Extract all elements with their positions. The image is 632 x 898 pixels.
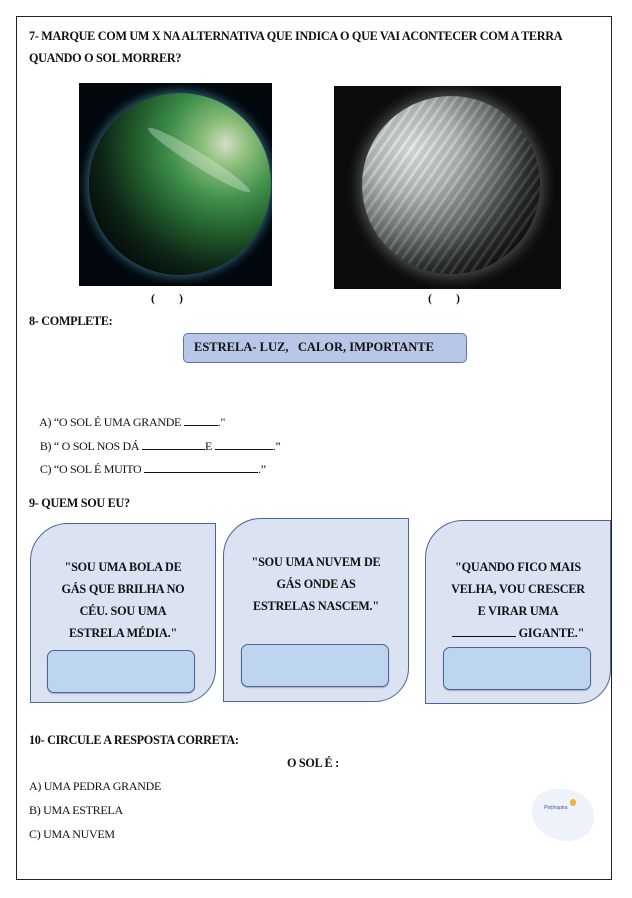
card-3-answer-box[interactable]: [443, 647, 591, 690]
card-1-text: [31, 556, 215, 644]
card-1-line: ESTRELA MÉDIA.": [68, 626, 178, 640]
card-1-line: GÁS QUE BRILHA NO: [61, 582, 185, 596]
who-am-i-card-2: [223, 518, 409, 702]
q8-item-c-suffix: .”: [258, 462, 266, 476]
worksheet-page: [16, 16, 612, 880]
card-3-line: VELHA, VOU CRESCER: [451, 582, 585, 596]
q8-title: 8- COMPLETE:: [29, 314, 113, 328]
q7-option-1-checkbox[interactable]: ( ): [151, 291, 183, 305]
q8-item-c-prefix: C) “O SOL É MUITO: [39, 462, 145, 476]
card-3-blank[interactable]: [452, 624, 516, 637]
word-bank-box: ESTRELA- LUZ, CALOR, IMPORTANTE: [183, 333, 467, 363]
card-2-answer-box[interactable]: [241, 644, 389, 687]
q8-item-c-blank[interactable]: [144, 462, 258, 473]
q9-title: 9- QUEM SOU EU?: [29, 496, 130, 510]
q8-item-c: [29, 447, 266, 492]
q7-title: [29, 25, 562, 69]
q10-title: 10- CIRCULE A RESPOSTA CORRETA:: [29, 733, 239, 747]
card-2-line: GÁS ONDE AS: [276, 577, 356, 591]
green-earth-planet-image: [79, 83, 272, 286]
who-am-i-card-3: [425, 520, 611, 704]
q7-title-line1: 7- MARQUE COM UM X NA ALTERNATIVA QUE INDICA O QUE VAI ACONTECER COM A TERRA: [29, 29, 563, 43]
card-3-line-suffix: GIGANTE.": [515, 626, 585, 640]
card-3-line-with-blank: [426, 622, 610, 644]
q8-item-a-prefix: A) “O SOL É UMA GRANDE: [39, 415, 184, 429]
q10-option-c[interactable]: C) UMA NUVEM: [29, 827, 115, 841]
card-2-line: ESTRELAS NASCEM.": [253, 599, 379, 613]
card-3-line: E VIRAR UMA: [477, 604, 559, 618]
card-3-text: [426, 556, 610, 644]
pininspira-logo: [532, 789, 594, 841]
logo-text: Pin|Inspira: [544, 805, 568, 811]
q10-option-a[interactable]: A) UMA PEDRA GRANDE: [29, 779, 161, 793]
frozen-gray-planet-image: [334, 86, 561, 289]
card-2-line: "SOU UMA NUVEM DE: [251, 555, 381, 569]
q10-option-b[interactable]: B) UMA ESTRELA: [29, 803, 123, 817]
card-1-answer-box[interactable]: [47, 650, 195, 693]
q7-title-line2: QUANDO O SOL MORRER?: [29, 51, 182, 65]
card-1-line: "SOU UMA BOLA DE: [64, 560, 182, 574]
card-1-line: CÉU. SOU UMA: [79, 604, 167, 618]
q8-item-b-prefix: B) “ O SOL NOS DÁ: [39, 439, 142, 453]
q7-option-2-checkbox[interactable]: ( ): [428, 291, 460, 305]
q8-item-b-middle: E: [204, 439, 215, 453]
q8-item-b-suffix: .”: [272, 439, 281, 453]
card-3-line: "QUANDO FICO MAIS: [455, 560, 581, 574]
q10-subtitle: O SOL É :: [287, 756, 339, 770]
gray-planet-globe-icon: [362, 96, 540, 274]
who-am-i-card-1: [30, 523, 216, 703]
card-2-text: [224, 551, 408, 617]
q8-item-a-suffix: .": [217, 415, 226, 429]
lightbulb-icon: [570, 799, 576, 806]
